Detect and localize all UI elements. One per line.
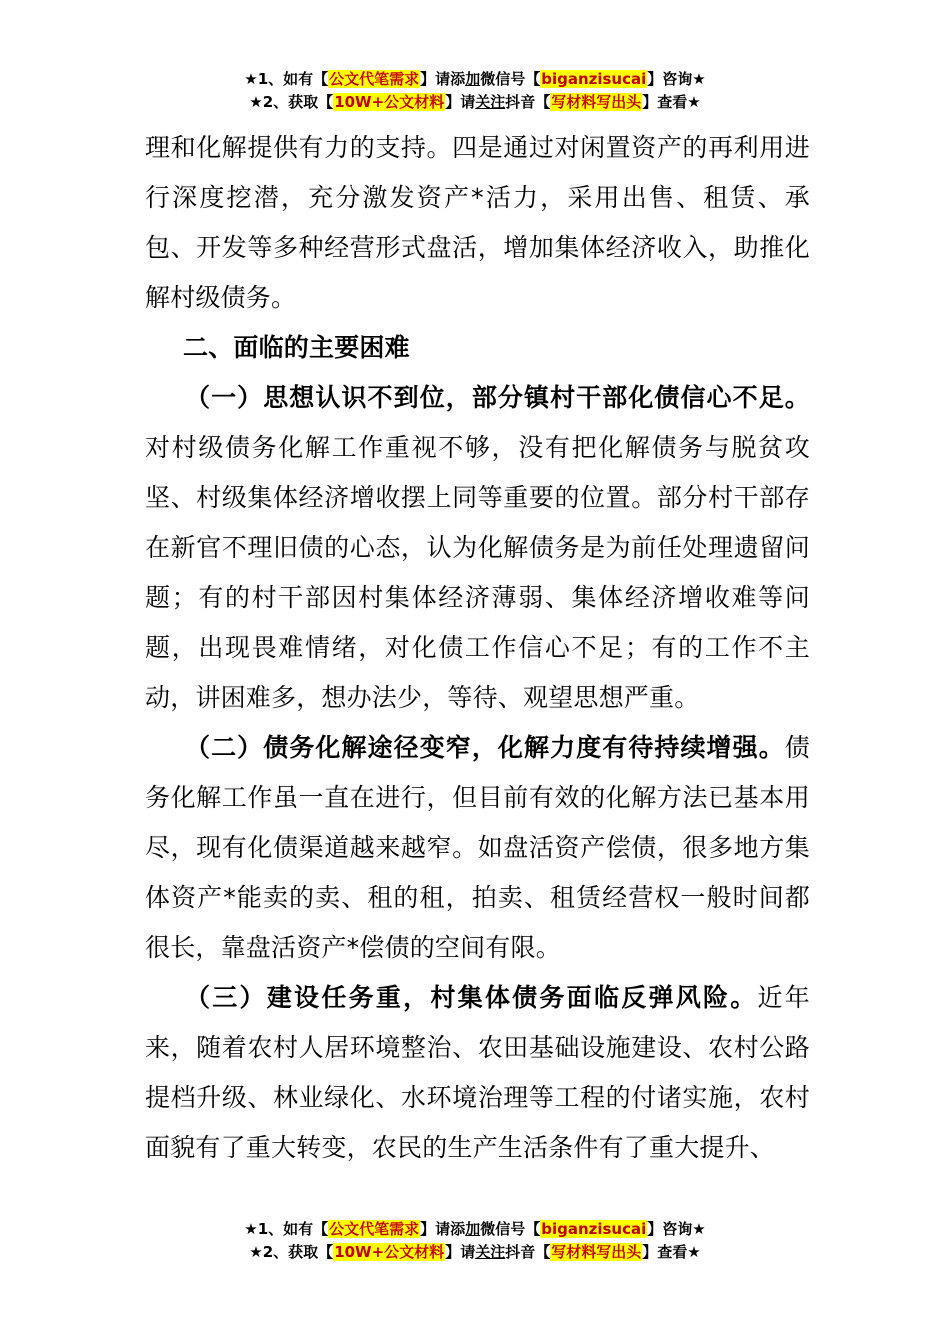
banner-text: 抖音【: [505, 1243, 551, 1261]
banner-highlight: 10W+公文材料: [334, 1243, 445, 1261]
footer-banner: [0, 1218, 950, 1264]
banner-highlight: 公文代笔需求: [329, 1220, 420, 1238]
banner-douyin-id: 写材料写出头: [551, 1243, 642, 1261]
banner-text: 】咨询★: [647, 70, 706, 88]
banner-text: 】请: [445, 1243, 476, 1261]
banner-text: 微信号【: [480, 1220, 541, 1238]
paragraph-lead: （三）建设任务重，村集体债务面临反弹风险。: [185, 983, 758, 1012]
header-banner: [0, 68, 950, 114]
paragraph-difficulty-3: [145, 973, 810, 1173]
paragraph-text: 近年来，随着农村人居环境整治、农田基础设施建设、农村公路提档升级、林业绿化、水环境治理等工程的付诸实施，农村面貌有了重大转变，农民的生产生活条件有了重大提升、: [145, 983, 810, 1162]
paragraph-text: 对村级债务化解工作重视不够，没有把化解债务与脱贫攻坚、村级集体经济增收摆上同等重要的位置。部分村干部存在新官不理旧债的心态，认为化解债务是为前任处理遗留问题；有的村干部因村集体经济薄弱、集体经济增收难等问题，出现畏难情绪，对化债工作信心不足；有的工作不主动，讲困难多，想办法少，等待、观望思想严重。: [145, 433, 810, 712]
paragraph-lead: （一）思想认识不到位，部分镇村干部化债信心不足。: [185, 383, 810, 412]
banner-text: 】请: [445, 93, 476, 111]
banner-wechat-id: biganzisucai: [541, 1220, 647, 1238]
banner-wechat-id: biganzisucai: [541, 70, 647, 88]
banner-text: 微信号【: [480, 70, 541, 88]
banner-line-2: [0, 91, 950, 114]
banner-line-1: [0, 1218, 950, 1241]
banner-text: 】请添: [420, 70, 466, 88]
paragraph-difficulty-2: [145, 723, 810, 973]
banner-emphasis: 关注: [475, 93, 506, 111]
banner-text: 】查看★: [642, 1243, 701, 1261]
banner-emphasis: 加: [465, 1220, 481, 1238]
banner-text: 抖音【: [505, 93, 551, 111]
banner-highlight: 10W+公文材料: [334, 93, 445, 111]
banner-emphasis: 加: [465, 70, 481, 88]
paragraph-text: 债务化解工作虽一直在进行，但目前有效的化解方法已基本用尽，现有化债渠道越来越窄。如盘活资产偿债，很多地方集体资产*能卖的卖、租的租，拍卖、租赁经营权一般时间都很长，靠盘活资产*偿债的空间有限。: [145, 733, 810, 962]
section-heading: 二、面临的主要困难: [183, 333, 410, 362]
paragraph-difficulty-1: [145, 373, 810, 723]
banner-text: 】查看★: [642, 93, 701, 111]
banner-line-1: [0, 68, 950, 91]
banner-line-2: [0, 1241, 950, 1264]
banner-highlight: 公文代笔需求: [329, 70, 420, 88]
banner-text: 】请添: [420, 1220, 466, 1238]
paragraph-continued: 理和化解提供有力的支持。四是通过对闲置资产的再利用进行深度挖潜，充分激发资产*活力，采用出售、租赁、承包、开发等多种经营形式盘活，增加集体经济收入，助推化解村级债务。: [145, 133, 810, 312]
banner-text: ★2、获取【: [249, 93, 334, 111]
banner-text: ★1、如有【: [244, 70, 329, 88]
banner-text: ★2、获取【: [249, 1243, 334, 1261]
banner-douyin-id: 写材料写出头: [551, 93, 642, 111]
banner-text: ★1、如有【: [244, 1220, 329, 1238]
banner-text: 】咨询★: [647, 1220, 706, 1238]
document-body: [145, 123, 810, 1173]
banner-emphasis: 关注: [475, 1243, 506, 1261]
paragraph-lead: （二）债务化解途径变窄，化解力度有待持续增强。: [185, 733, 785, 762]
